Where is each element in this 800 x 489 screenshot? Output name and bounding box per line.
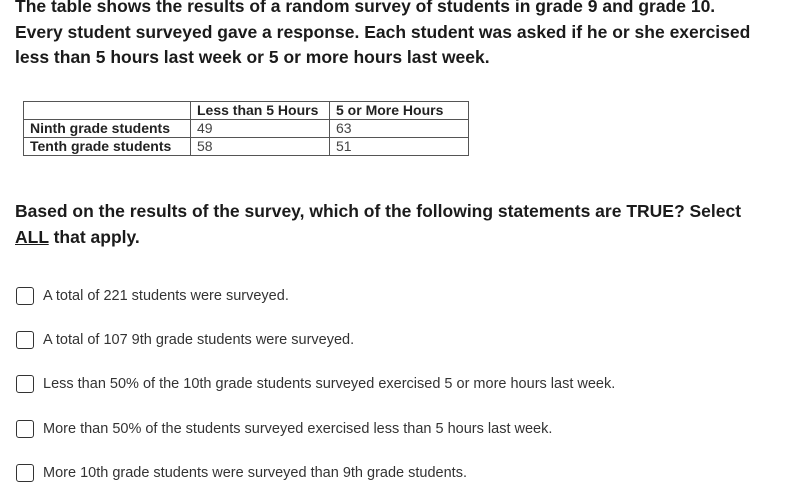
answer-option-4[interactable] bbox=[16, 417, 552, 441]
answer-option-2[interactable] bbox=[16, 328, 354, 352]
table-cell: 63 bbox=[330, 120, 469, 138]
row-header-ninth-grade: Ninth grade students bbox=[24, 120, 191, 138]
column-header-less-than-5: Less than 5 Hours bbox=[191, 102, 330, 120]
table-cell: 51 bbox=[330, 138, 469, 156]
row-header-tenth-grade: Tenth grade students bbox=[24, 138, 191, 156]
table-row bbox=[24, 138, 469, 156]
checkbox[interactable] bbox=[16, 420, 34, 438]
answer-option-1[interactable] bbox=[16, 284, 289, 308]
option-label: A total of 107 9th grade students were surveyed. bbox=[43, 332, 355, 348]
intro-line-2: Every student surveyed gave a response. Each student was asked if he or she exercised bbox=[15, 21, 751, 42]
checkbox[interactable] bbox=[16, 375, 34, 393]
intro-line-3: less than 5 hours last week or 5 or more hours last week. bbox=[15, 47, 490, 67]
table-cell: 58 bbox=[191, 138, 330, 156]
table-corner-cell bbox=[24, 102, 191, 120]
table-cell: 49 bbox=[191, 120, 330, 138]
table-row bbox=[24, 120, 469, 138]
answer-option-5[interactable] bbox=[16, 461, 467, 485]
option-label: More 10th grade students were surveyed than 9th grade students. bbox=[43, 465, 467, 481]
question-prompt bbox=[15, 198, 790, 250]
checkbox[interactable] bbox=[16, 331, 34, 349]
intro-line-1: The table shows the results of a random survey of students in grade 9 and grade 10. bbox=[15, 0, 716, 16]
answer-option-3[interactable] bbox=[16, 372, 615, 396]
column-header-5-or-more: 5 or More Hours bbox=[330, 102, 469, 120]
checkbox[interactable] bbox=[16, 464, 34, 482]
table-header-row bbox=[24, 102, 469, 120]
question-text: Based on the results of the survey, which of the following statements are TRUE? Select bbox=[15, 201, 742, 221]
survey-table bbox=[23, 101, 469, 156]
option-label: More than 50% of the students surveyed exercised less than 5 hours last week. bbox=[43, 421, 553, 437]
intro-text bbox=[15, 0, 790, 71]
option-label: Less than 50% of the 10th grade students surveyed exercised 5 or more hours last week. bbox=[43, 376, 616, 392]
option-label: A total of 221 students were surveyed. bbox=[43, 288, 289, 304]
question-emphasis: ALL bbox=[15, 227, 49, 247]
checkbox[interactable] bbox=[16, 287, 34, 305]
question-text-end: that apply. bbox=[53, 227, 140, 247]
